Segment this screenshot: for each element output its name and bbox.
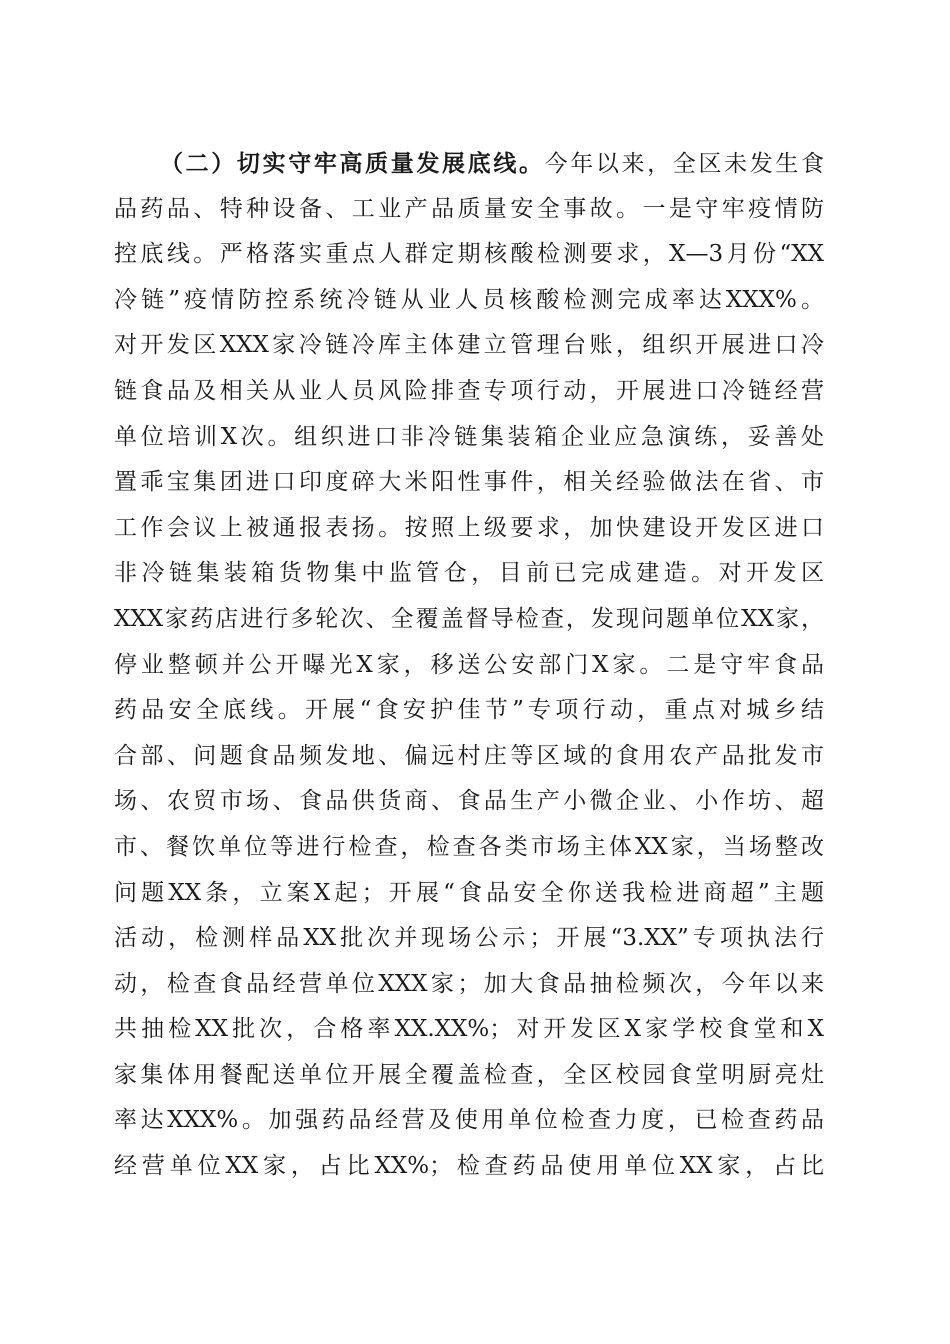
paragraph-line: 经营单位XX家，占比XX%；检查药品使用单位XX家，占比 xyxy=(114,1153,824,1180)
paragraph-line: 问题XX条，立案X起；开展“食品安全你送我检进商超”主题 xyxy=(114,879,824,906)
section-heading: （二）切实守牢高质量发展底线。 xyxy=(160,150,545,177)
paragraph-line: 停业整顿并公开曝光X家，移送公安部门X家。二是守牢食品 xyxy=(114,651,824,678)
paragraph-line: 市、餐饮单位等进行检查，检查各类市场主体XX家，当场整改 xyxy=(114,833,824,860)
paragraph-line: 品药品、特种设备、工业产品质量安全事故。一是守牢疫情防 xyxy=(114,195,824,222)
paragraph-line-1 xyxy=(114,141,824,187)
paragraph-line: 合部、问题食品频发地、偏远村庄等区域的食用农产品批发市 xyxy=(114,742,824,769)
paragraph-line: 工作会议上被通报表扬。按照上级要求，加快建设开发区进口 xyxy=(114,514,824,541)
paragraph-line: 单位培训X次。组织进口非冷链集装箱企业应急演练，妥善处 xyxy=(114,423,824,450)
paragraph-line: XXX家药店进行多轮次、全覆盖督导检查，发现问题单位XX家， xyxy=(114,605,824,632)
paragraph-line: 非冷链集装箱货物集中监管仓，目前已完成建造。对开发区 xyxy=(114,560,824,587)
paragraph-line: 率达XXX%。加强药品经营及使用单位检查力度，已检查药品 xyxy=(114,1107,824,1134)
paragraph-line: 家集体用餐配送单位开展全覆盖检查，全区校园食堂明厨亮灶 xyxy=(114,1061,824,1088)
paragraph-line: 链食品及相关从业人员风险排查专项行动，开展进口冷链经营 xyxy=(114,377,824,404)
paragraph-line: 活动，检测样品XX批次并现场公示；开展“3.XX”专项执法行 xyxy=(114,925,824,952)
paragraph-line: 药品安全底线。开展“食安护佳节”专项行动，重点对城乡结 xyxy=(114,697,824,724)
paragraph-line: 置乖宝集团进口印度碎大米阳性事件，相关经验做法在省、市 xyxy=(114,469,824,496)
paragraph-line: 共抽检XX批次，合格率XX.XX%；对开发区X家学校食堂和X xyxy=(114,1016,824,1043)
paragraph-line: 场、农贸市场、食品供货商、食品生产小微企业、小作坊、超 xyxy=(114,788,824,815)
line-text: 今年以来，全区未发生食 xyxy=(544,151,824,177)
paragraph-line: 控底线。严格落实重点人群定期核酸检测要求，X—3月份“XX xyxy=(114,241,824,268)
paragraph-line: 动，检查食品经营单位XXX家；加大食品抽检频次，今年以来 xyxy=(114,970,824,997)
paragraph-line: 对开发区XXX家冷链冷库主体建立管理台账，组织开展进口冷 xyxy=(114,332,824,359)
paragraph-line: 冷链”疫情防控系统冷链从业人员核酸检测完成率达XXX%。 xyxy=(114,286,824,313)
body-paragraph xyxy=(114,141,824,1190)
